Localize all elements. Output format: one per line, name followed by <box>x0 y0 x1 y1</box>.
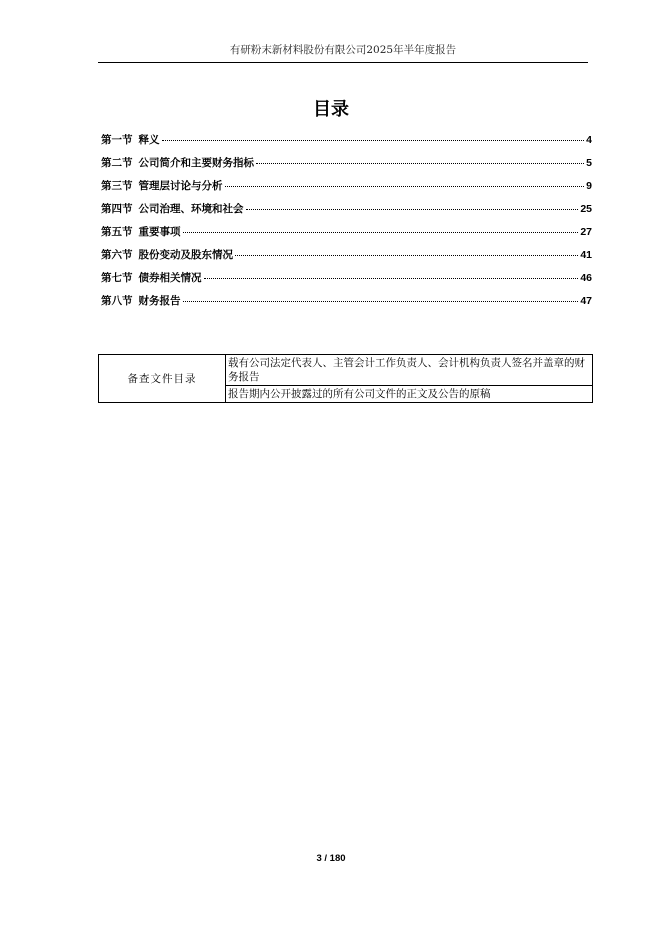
toc-section-number: 第三节 <box>101 180 133 192</box>
toc-page-number: 41 <box>580 249 592 261</box>
toc-page-number: 25 <box>580 203 592 215</box>
toc-item[interactable] <box>101 202 592 225</box>
toc-item[interactable] <box>101 225 592 248</box>
toc-item[interactable] <box>101 156 592 179</box>
table-cell: 报告期内公开披露过的所有公司文件的正文及公告的原稿 <box>226 386 593 403</box>
toc-section-title: 财务报告 <box>138 295 181 307</box>
page-number: 3 / 180 <box>316 853 346 864</box>
toc-section-title: 股份变动及股东情况 <box>138 249 233 261</box>
toc-item[interactable] <box>101 248 592 271</box>
toc-dot-leader <box>183 232 579 233</box>
toc-item[interactable] <box>101 133 592 156</box>
table-row <box>99 355 593 386</box>
toc-section-number: 第六节 <box>101 249 133 261</box>
toc-section-title: 管理层讨论与分析 <box>138 180 223 192</box>
toc-page-number: 47 <box>580 295 592 307</box>
toc-dot-leader <box>162 140 585 141</box>
toc-section-title: 公司简介和主要财务指标 <box>138 157 254 169</box>
toc-section-title: 公司治理、环境和社会 <box>138 203 244 215</box>
toc-dot-leader <box>204 278 579 279</box>
toc-item[interactable] <box>101 179 592 202</box>
toc-page-number: 5 <box>586 157 592 169</box>
toc-section-number: 第一节 <box>101 134 133 146</box>
toc-section-number: 第八节 <box>101 295 133 307</box>
toc-section-title: 释义 <box>138 134 160 146</box>
toc-dot-leader <box>183 301 579 302</box>
toc-page-number: 46 <box>580 272 592 284</box>
toc-page-number: 9 <box>586 180 592 192</box>
toc-dot-leader <box>235 255 578 256</box>
toc-title: 目录 <box>313 99 349 120</box>
toc-section-number: 第二节 <box>101 157 133 169</box>
toc-dot-leader <box>225 186 585 187</box>
toc-dot-leader <box>256 163 584 164</box>
toc-section-number: 第五节 <box>101 226 133 238</box>
toc-item[interactable] <box>101 271 592 294</box>
reference-documents-table <box>98 354 593 403</box>
toc-page-number: 27 <box>580 226 592 238</box>
toc-dot-leader <box>246 209 579 210</box>
table-of-contents <box>101 133 592 317</box>
toc-section-title: 债券相关情况 <box>138 272 202 284</box>
reference-documents-label: 备查文件目录 <box>99 355 226 403</box>
table-cell: 载有公司法定代表人、主管会计工作负责人、会计机构负责人签名并盖章的财务报告 <box>226 355 593 386</box>
page-header: 有研粉末新材料股份有限公司2025年半年度报告 <box>98 44 588 63</box>
toc-page-number: 4 <box>586 134 592 146</box>
toc-section-title: 重要事项 <box>138 226 181 238</box>
toc-section-number: 第四节 <box>101 203 133 215</box>
toc-item[interactable] <box>101 294 592 317</box>
toc-section-number: 第七节 <box>101 272 133 284</box>
